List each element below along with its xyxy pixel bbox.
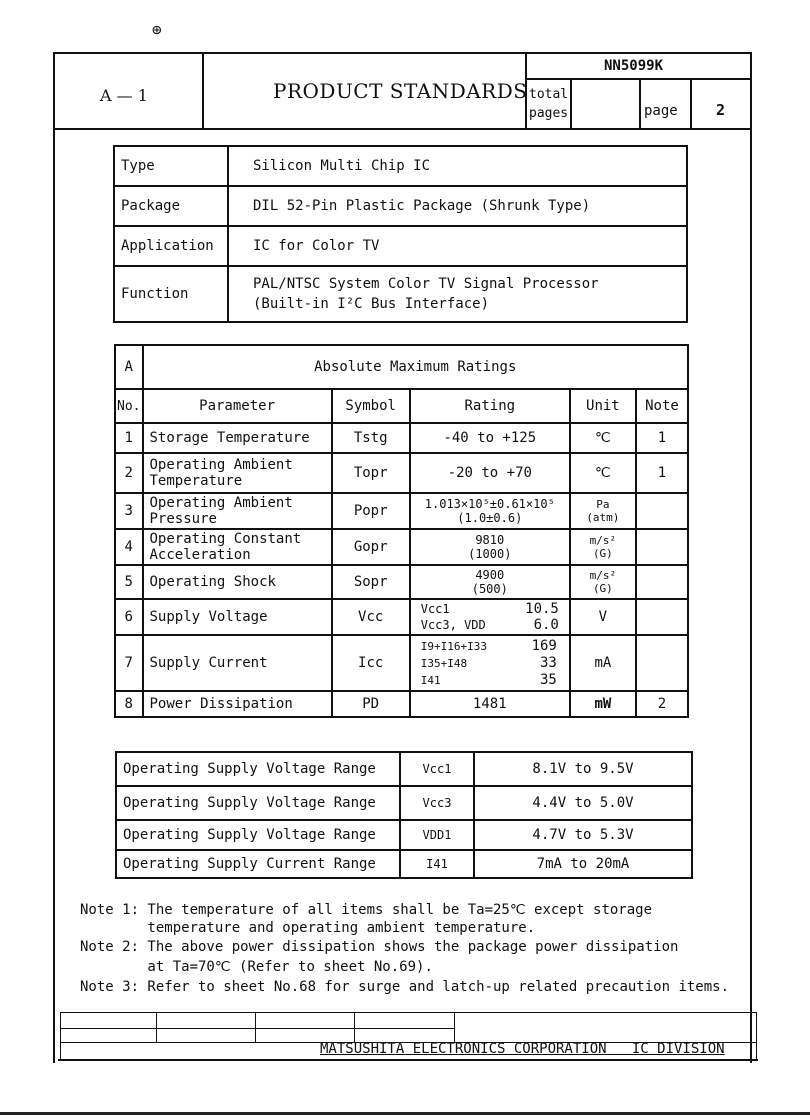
sub-label: I41 [420, 673, 441, 687]
header-divider-3 [570, 78, 572, 128]
spec-value-line1: PAL/NTSC System Color TV Signal Processor [253, 276, 599, 292]
row-no: 7 [115, 635, 143, 691]
revision-col [454, 1012, 455, 1042]
row-note [636, 565, 688, 599]
row-no: 6 [115, 599, 143, 635]
page-title: PRODUCT STANDARDS [273, 79, 528, 103]
col-note: Note [636, 389, 688, 423]
section-letter: A [115, 345, 143, 389]
revision-col [756, 1012, 757, 1060]
row-no: 5 [115, 565, 143, 599]
col-symbol: Symbol [332, 389, 410, 423]
spec-label: Package [114, 186, 228, 226]
row-rating-line2: (1000) [468, 547, 512, 561]
row-param: Operating Shock [143, 565, 332, 599]
range-label: Operating Supply Current Range [116, 850, 400, 878]
sub-value: 6.0 [533, 617, 559, 633]
range-symbol: I41 [400, 850, 474, 878]
row-unit [570, 493, 636, 529]
revision-grid-base [58, 1059, 758, 1061]
row-symbol: Icc [332, 635, 410, 691]
range-value: 4.4V to 5.0V [474, 786, 692, 820]
table-row [115, 453, 688, 493]
row-unit-line1: Pa [596, 498, 610, 511]
spec-value: DIL 52-Pin Plastic Package (Shrunk Type) [228, 186, 687, 226]
col-no: No. [115, 389, 143, 423]
row-rating [410, 599, 570, 635]
row-no: 3 [115, 493, 143, 529]
ratings-title: Absolute Maximum Ratings [143, 345, 689, 389]
row-rating-line1: 4900 [475, 568, 505, 582]
row-unit: mW [570, 691, 636, 717]
revision-col [354, 1012, 355, 1042]
row-no: 8 [115, 691, 143, 717]
row-unit [570, 529, 636, 565]
row-unit-line2: (atm) [586, 511, 620, 524]
sub-line [421, 601, 559, 617]
row-note: 2 [636, 691, 688, 717]
range-value: 8.1V to 9.5V [474, 752, 692, 786]
row-rating [410, 493, 570, 529]
row-symbol: Gopr [332, 529, 410, 565]
row-note [636, 635, 688, 691]
spec-row-application [114, 226, 687, 266]
sub-value: 33 [540, 654, 557, 671]
row-rating: -40 to +125 [410, 423, 570, 453]
header-divider-1 [202, 52, 204, 130]
row-unit-line1: m/s² [589, 569, 617, 582]
row-no: 2 [115, 453, 143, 493]
range-label: Operating Supply Voltage Range [116, 752, 400, 786]
row-rating-line1: 9810 [475, 533, 505, 547]
sub-label: I35+I48 [420, 656, 468, 670]
row-symbol: Vcc [332, 599, 410, 635]
sub-line [421, 672, 557, 689]
footer-company: MATSUSHITA ELECTRONICS CORPORATION IC DIVISION [320, 1041, 725, 1057]
spec-row-type [114, 146, 687, 186]
row-symbol: Tstg [332, 423, 410, 453]
sub-label: Vcc3, VDD [420, 618, 486, 632]
row-rating-line2: (500) [471, 582, 508, 596]
spec-label: Application [114, 226, 228, 266]
note-line: Note 3: Refer to sheet No.68 for surge and latch-up related precaution items. [80, 979, 730, 995]
spec-table [113, 145, 688, 323]
sub-line [421, 638, 557, 655]
sub-line [421, 655, 557, 672]
col-unit: Unit [570, 389, 636, 423]
row-symbol: PD [332, 691, 410, 717]
table-row [115, 423, 688, 453]
row-unit-line2: (G) [592, 547, 613, 560]
row-symbol: Popr [332, 493, 410, 529]
table-row [116, 752, 692, 786]
ratings-title-row [115, 345, 688, 389]
range-symbol: Vcc3 [400, 786, 474, 820]
note-line: temperature and operating ambient temperature. [80, 920, 536, 936]
revision-grid-mid [60, 1028, 455, 1029]
spec-row-package [114, 186, 687, 226]
row-note [636, 599, 688, 635]
row-param: Supply Current [143, 635, 332, 691]
note-line: Note 2: The above power dissipation shows the package power dissipation [80, 939, 679, 955]
page-label: page [644, 103, 678, 119]
col-parameter: Parameter [143, 389, 332, 423]
row-unit [570, 565, 636, 599]
range-value: 7mA to 20mA [474, 850, 692, 878]
col-rating: Rating [410, 389, 570, 423]
row-rating [410, 529, 570, 565]
row-note: 1 [636, 423, 688, 453]
row-symbol: Topr [332, 453, 410, 493]
part-number: NN5099K [604, 58, 664, 74]
sub-value: 169 [531, 637, 557, 654]
spec-value: Silicon Multi Chip IC [228, 146, 687, 186]
table-row [115, 691, 688, 717]
row-rating [410, 635, 570, 691]
row-unit: ℃ [570, 453, 636, 493]
range-symbol: Vcc1 [400, 752, 474, 786]
spec-label: Type [114, 146, 228, 186]
table-row [115, 529, 688, 565]
spec-value [228, 266, 687, 322]
row-unit: V [570, 599, 636, 635]
table-row [116, 786, 692, 820]
revision-col [156, 1012, 157, 1042]
row-rating: 1481 [410, 691, 570, 717]
table-row [116, 850, 692, 878]
row-no: 4 [115, 529, 143, 565]
row-rating-line2: (1.0±0.6) [457, 511, 523, 525]
row-param: Operating Ambient Pressure [143, 493, 332, 529]
sub-line [421, 617, 559, 633]
row-note: 1 [636, 453, 688, 493]
note-line: Note 1: The temperature of all items shall be Ta=25℃ except storage [80, 902, 653, 918]
row-param: Operating Ambient Temperature [143, 453, 332, 493]
spec-value: IC for Color TV [228, 226, 687, 266]
sub-label: Vcc1 [420, 602, 450, 616]
row-unit-line2: (G) [592, 582, 613, 595]
spec-row-function [114, 266, 687, 322]
sub-value: 35 [540, 671, 557, 688]
row-note [636, 493, 688, 529]
doc-code: A — 1 [100, 86, 148, 105]
row-unit: mA [570, 635, 636, 691]
revision-col [60, 1012, 61, 1060]
operating-ranges-table [115, 751, 693, 879]
spec-label: Function [114, 266, 228, 322]
row-symbol: Sopr [332, 565, 410, 599]
row-rating [410, 565, 570, 599]
table-row [115, 635, 688, 691]
row-no: 1 [115, 423, 143, 453]
range-symbol: VDD1 [400, 820, 474, 850]
row-rating: -20 to +70 [410, 453, 570, 493]
table-row [116, 820, 692, 850]
table-row [115, 599, 688, 635]
table-row [115, 493, 688, 529]
row-param: Supply Voltage [143, 599, 332, 635]
table-row [115, 565, 688, 599]
ratings-header-row [115, 389, 688, 423]
row-param: Power Dissipation [143, 691, 332, 717]
revision-col [255, 1012, 256, 1042]
row-note [636, 529, 688, 565]
range-value: 4.7V to 5.3V [474, 820, 692, 850]
row-param: Storage Temperature [143, 423, 332, 453]
registration-mark: ⊕ [152, 20, 162, 39]
revision-grid-top [60, 1012, 756, 1013]
note-line: at Ta=70℃ (Refer to sheet No.69). [80, 959, 433, 975]
header-divider-5 [690, 78, 692, 128]
total-pages-label: total pages [529, 87, 569, 121]
scan-line [0, 1112, 810, 1115]
header-divider-4 [639, 78, 641, 128]
scan-edge [750, 128, 752, 368]
row-param: Operating Constant Acceleration [143, 529, 332, 565]
row-unit: ℃ [570, 423, 636, 453]
row-unit-line1: m/s² [589, 534, 617, 547]
spec-value-line2: (Built-in I²C Bus Interface) [253, 296, 490, 312]
row-rating-line1: 1.013×10⁵±0.61×10⁵ [424, 497, 555, 511]
range-label: Operating Supply Voltage Range [116, 786, 400, 820]
header-bottom-rule [53, 128, 752, 130]
sub-label: I9+I16+I33 [420, 639, 487, 653]
ratings-table [114, 344, 689, 718]
range-label: Operating Supply Voltage Range [116, 820, 400, 850]
page-number: 2 [716, 101, 726, 119]
sub-value: 10.5 [525, 601, 559, 617]
